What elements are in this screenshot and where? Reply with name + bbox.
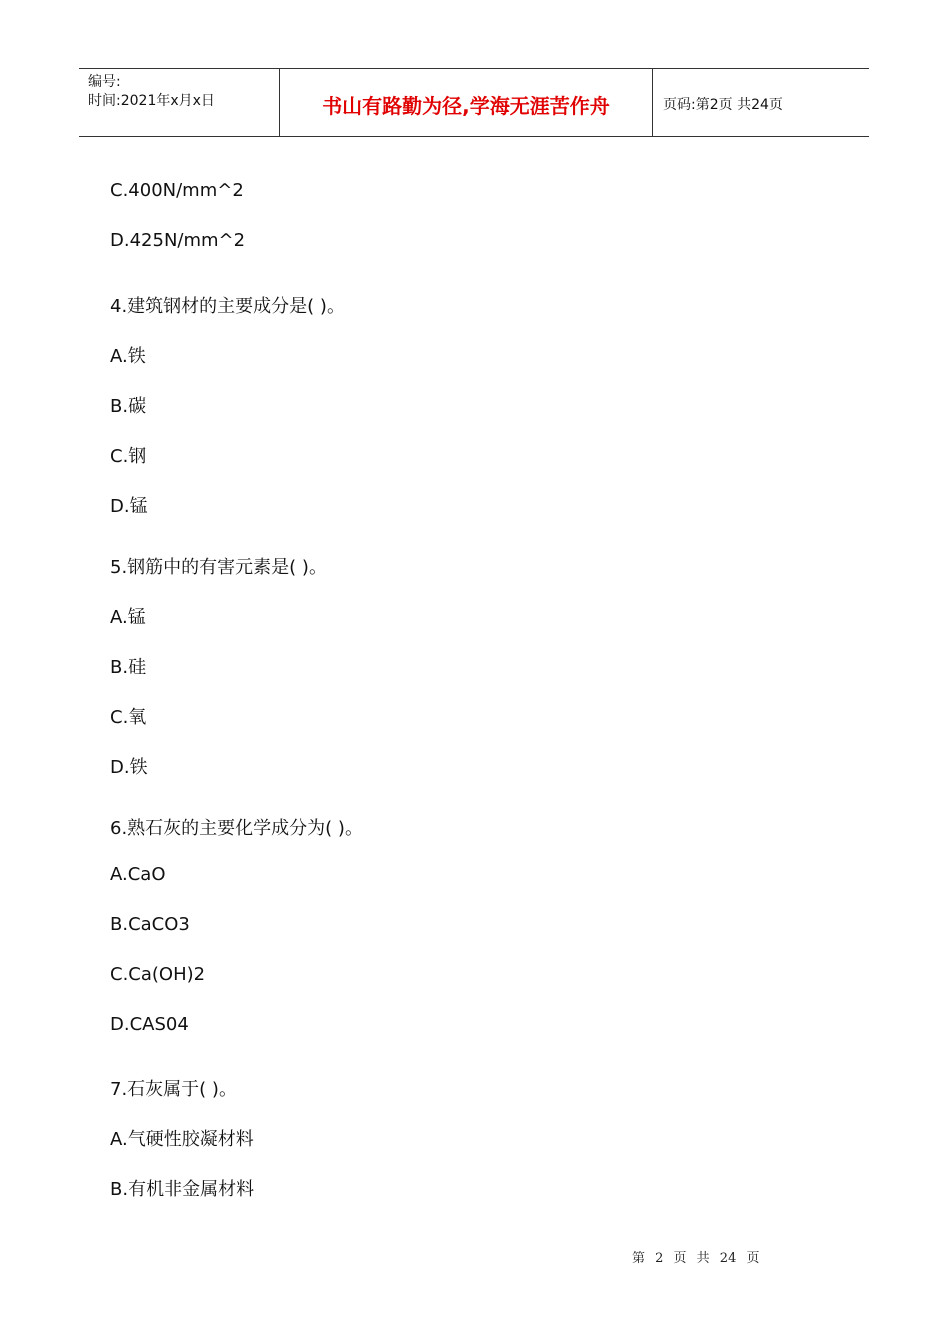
page-header xyxy=(79,68,869,137)
option-d-q3: D.425N/mm^2 xyxy=(110,230,246,251)
question-4: 4.建筑钢材的主要成分是( )。 xyxy=(110,296,345,317)
option-b-q5: B.硅 xyxy=(110,657,147,678)
option-b-q7: B.有机非金属材料 xyxy=(110,1179,255,1200)
header-motto-cell xyxy=(280,69,653,136)
time-label: 时间:2021年x月x日 xyxy=(88,93,215,109)
serial-label: 编号: xyxy=(88,74,121,90)
option-b-q6: B.CaCO3 xyxy=(110,914,190,935)
option-c-q3: C.400N/mm^2 xyxy=(110,180,244,201)
option-d-q5: D.铁 xyxy=(110,757,148,778)
page-info: 页码:第2页 共24页 xyxy=(663,96,783,113)
option-c-q5: C.氧 xyxy=(110,707,147,728)
option-a-q6: A.CaO xyxy=(110,864,166,885)
question-6: 6.熟石灰的主要化学成分为( )。 xyxy=(110,818,363,839)
motto-text: 书山有路勤为径,学海无涯苦作舟 xyxy=(322,94,610,118)
option-d-q6: D.CAS04 xyxy=(110,1014,189,1035)
option-a-q5: A.锰 xyxy=(110,607,146,628)
header-right-cell xyxy=(653,69,869,136)
question-5: 5.钢筋中的有害元素是( )。 xyxy=(110,557,327,578)
page-footer: 第 2 页 共 24 页 xyxy=(632,1251,760,1266)
option-b-q4: B.碳 xyxy=(110,396,147,417)
option-a-q4: A.铁 xyxy=(110,346,146,367)
option-a-q7: A.气硬性胶凝材料 xyxy=(110,1129,254,1150)
question-7: 7.石灰属于( )。 xyxy=(110,1079,237,1100)
option-c-q4: C.钢 xyxy=(110,446,147,467)
header-left-cell xyxy=(79,69,280,136)
option-d-q4: D.锰 xyxy=(110,496,148,517)
option-c-q6: C.Ca(OH)2 xyxy=(110,964,206,985)
